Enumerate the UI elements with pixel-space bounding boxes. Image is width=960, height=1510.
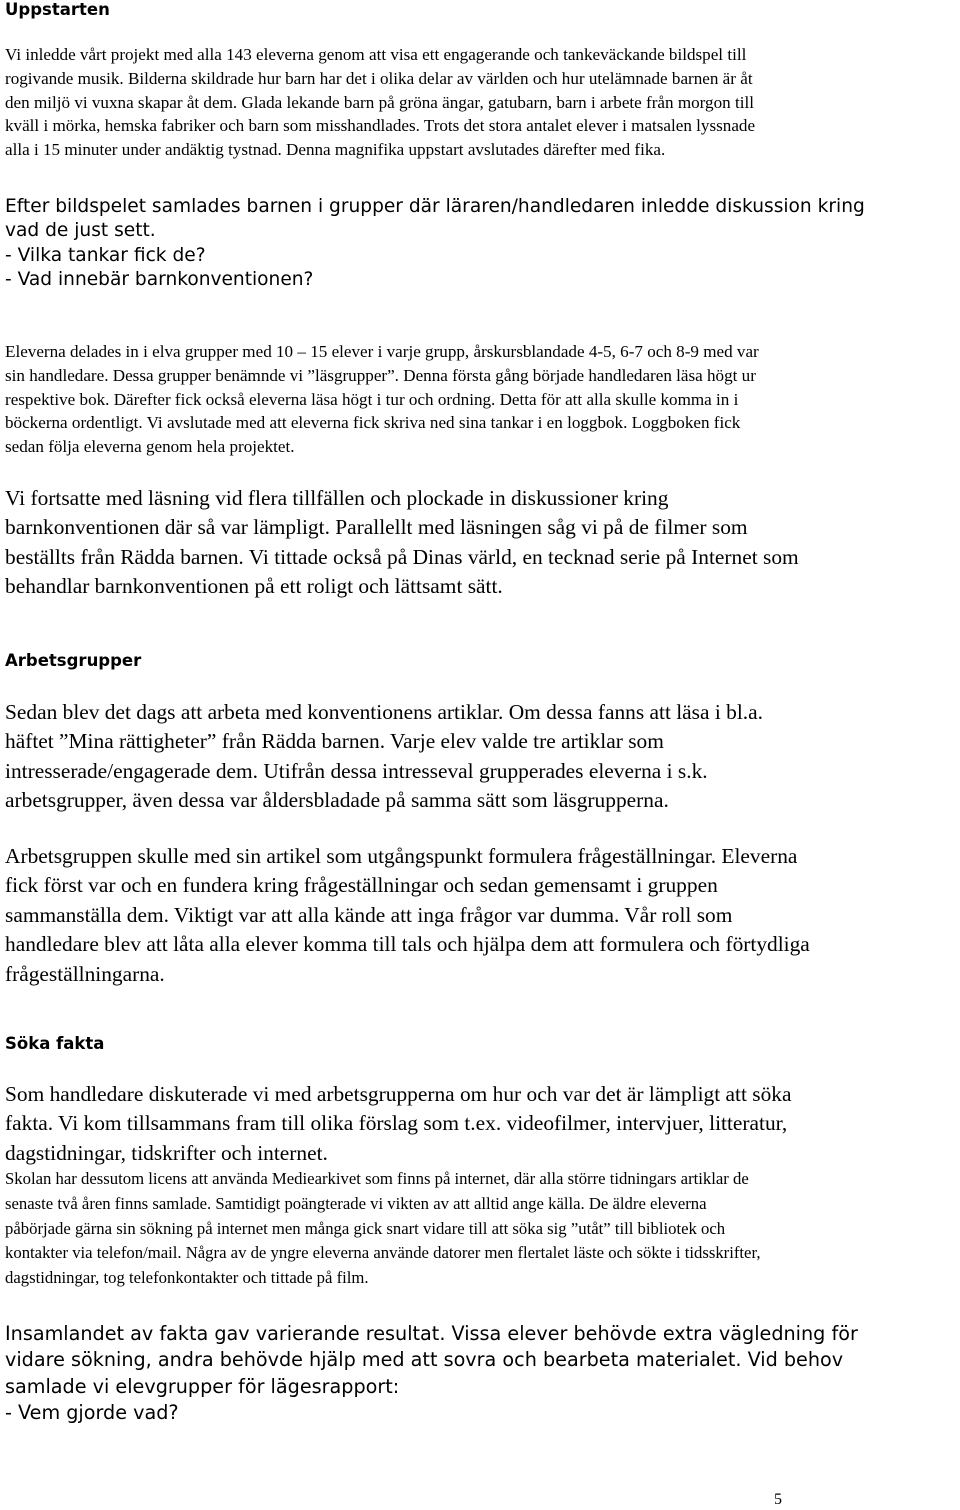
text-line: - Vem gjorde vad?	[5, 1400, 179, 1424]
uppstarten-paragraph-2	[5, 195, 951, 292]
arbetsgrupper-paragraph-1	[5, 698, 951, 816]
text-line: kväll i mörka, hemska fabriker och barn som misshandlades. Trots det stora antalet elever i matsalen lyssnade	[5, 116, 756, 136]
text-line: Insamlandet av fakta gav varierande resultat. Vissa elever behövde extra vägledning för	[5, 1322, 858, 1345]
text-line: häftet ”Mina rättigheter” från Rädda barnen. Varje elev valde tre artiklar som	[5, 729, 664, 754]
text-line: - Vad innebär barnkonventionen?	[5, 268, 314, 290]
soka-fakta-paragraph-2	[5, 1167, 951, 1291]
text-line: sammanställa dem. Viktigt var att alla kände att inga frågor var dumma. Vår roll som	[5, 902, 733, 927]
text-line: vad de just sett.	[5, 220, 156, 242]
text-line: Vi inledde vårt projekt med alla 143 eleverna genom att visa ett engagerande och tankeväckande bildspel till	[5, 45, 747, 64]
text-line: arbetsgrupper, även dessa var åldersbladade på samma sätt som läsgrupperna.	[5, 788, 669, 813]
text-line: - Vilka tankar fick de?	[5, 244, 206, 266]
text-line: vidare sökning, andra behövde hjälp med att sovra och bearbeta materialet. Vid behov	[5, 1348, 844, 1372]
text-line: rogivande musik. Bilderna skildrade hur barn har det i olika delar av världen och hur utelämnade barnen är åt	[5, 68, 753, 88]
text-line: samlade vi elevgrupper för lägesrapport:	[5, 1374, 400, 1398]
uppstarten-paragraph-4	[5, 484, 951, 602]
text-line: Skolan har dessutom licens att använda Mediearkivet som finns på internet, där alla större tidningars artiklar de	[5, 1169, 749, 1188]
text-line: beställts från Rädda barnen. Vi tittade också på Dinas värld, en tecknad serie på Internet som	[5, 544, 799, 569]
text-line: sin handledare. Dessa grupper benämnde vi ”läsgrupper”. Denna första gång började handledaren läsa högt ur	[5, 365, 756, 385]
text-line: påbörjade gärna sin sökning på internet men många gick snart vidare till att söka sig ”utåt” till bibliotek och	[5, 1218, 726, 1238]
text-line: barnkonventionen där så var lämpligt. Parallellt med läsningen såg vi på de filmer som	[5, 515, 748, 540]
text-line: dagstidningar, tog telefonkontakter och tittade på film.	[5, 1268, 369, 1288]
text-line: fakta. Vi kom tillsammans fram till olika förslag som t.ex. videofilmer, intervjuer, litteratur,	[5, 1111, 788, 1136]
text-line: dagstidningar, tidskrifter och internet.	[5, 1140, 328, 1165]
text-line: böckerna ordentligt. Vi avslutade med att eleverna fick skriva ned sina tankar i en loggbok. Loggboken fick	[5, 413, 741, 433]
text-line: Vi fortsatte med läsning vid flera tillfällen och plockade in diskussioner kring	[5, 486, 669, 510]
soka-fakta-paragraph-3	[5, 1321, 951, 1426]
text-line: frågeställningarna.	[5, 961, 165, 986]
text-line: sedan följa eleverna genom hela projektet.	[5, 437, 295, 457]
uppstarten-paragraph-3	[5, 340, 951, 459]
section-heading-uppstarten: Uppstarten	[5, 0, 110, 19]
text-line: behandlar barnkonventionen på ett roligt och lättsamt sätt.	[5, 574, 503, 599]
text-line: Som handledare diskuterade vi med arbetsgrupperna om hur och var det är lämpligt att söka	[5, 1082, 792, 1106]
text-line: Sedan blev det dags att arbeta med konventionens artiklar. Om dessa fanns att läsa i bl.a.	[5, 700, 763, 724]
page-number: 5	[774, 1491, 782, 1508]
text-line: den miljö vi vuxna skapar åt dem. Glada lekande barn på gröna ängar, gatubarn, barn i arbete från morgon till	[5, 92, 754, 112]
arbetsgrupper-paragraph-2	[5, 842, 951, 989]
text-line: senaste två åren finns samlade. Samtidigt poängterade vi vikten av att alltid ange källa. De äldre eleverna	[5, 1193, 707, 1213]
text-line: Arbetsgruppen skulle med sin artikel som utgångspunkt formulera frågeställningar. Eleverna	[5, 844, 798, 868]
uppstarten-paragraph-1	[5, 43, 951, 162]
text-line: alla i 15 minuter under andäktig tystnad. Denna magnifika uppstart avslutades därefter med fika.	[5, 140, 666, 160]
section-heading-soka-fakta: Söka fakta	[5, 1034, 105, 1053]
text-line: kontakter via telefon/mail. Några av de yngre eleverna använde datorer men flertalet läste och sökte i tidsskrifter,	[5, 1243, 761, 1263]
text-line: intresserade/engagerade dem. Utifrån dessa intresseval grupperades eleverna i s.k.	[5, 758, 708, 783]
soka-fakta-paragraph-1	[5, 1080, 951, 1168]
text-line: Efter bildspelet samlades barnen i grupper där läraren/handledaren inledde diskussion kring	[5, 196, 865, 217]
section-heading-arbetsgrupper: Arbetsgrupper	[5, 651, 142, 670]
text-line: fick först var och en fundera kring frågeställningar och sedan gemensamt i gruppen	[5, 873, 718, 898]
text-line: Eleverna delades in i elva grupper med 10 – 15 elever i varje grupp, årskursblandade 4-5, 6-7 och 8-9 med var	[5, 342, 759, 361]
text-line: handledare blev att låta alla elever komma till tals och hjälpa dem att formulera och förtydliga	[5, 932, 810, 957]
text-line: respektive bok. Därefter fick också eleverna läsa högt i tur och ordning. Detta för att alla skulle komma in i	[5, 389, 739, 409]
